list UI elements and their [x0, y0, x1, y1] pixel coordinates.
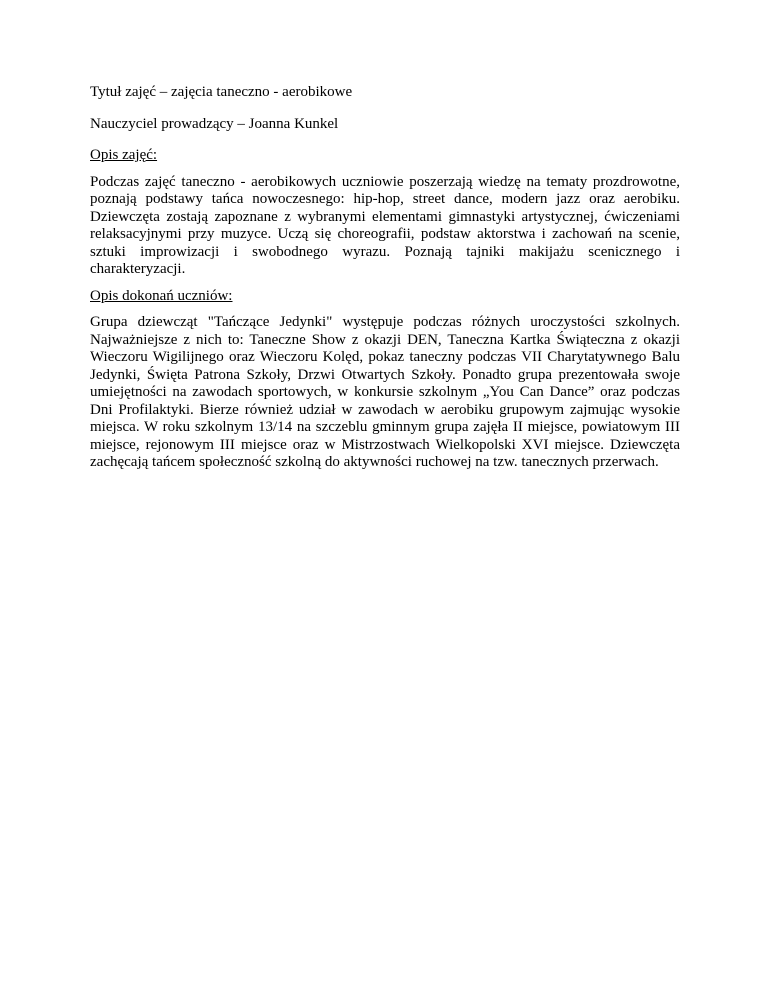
document-body	[90, 84, 680, 481]
course-description-heading: Opis zajęć:	[90, 147, 158, 163]
student-achievements-paragraph: Grupa dziewcząt "Tańczące Jedynki" występuje podczas różnych uroczystości szkolnych. Najważniejsze z nich to: Taneczne Show z okazji DEN, Taneczna Kartka Świąteczna z okazji Wieczoru Wigilijnego oraz Wieczoru Kolęd, pokaz taneczny podczas VII Charytatywnego Balu Jedynki, Święta Patrona Szkoły, Drzwi Otwartych Szkoły. Ponadto grupa prezentowała swoje umiejętności na zawodach sportowych, w konkursie szkolnym „You Can Dance” oraz podczas Dni Profilaktyki. Bierze również udział w zawodach w aerobiku grupowym zajmując wysokie miejsca. W roku szkolnym 13/14 na szczeblu gminnym grupa zajęła II miejsce, powiatowym III miejsce, rejonowym III miejsce oraz w Mistrzostwach Wielkopolski XVI miejsce. Dziewczęta zachęcają tańcem społeczność szkolną do aktywności ruchowej na tzw. tanecznych przerwach.	[90, 314, 680, 470]
teacher-line: Nauczyciel prowadzący – Joanna Kunkel	[90, 115, 339, 132]
course-description-paragraph: Podczas zajęć taneczno - aerobikowych uczniowie poszerzają wiedzę na tematy prozdrowotne, poznają podstawy tańca nowoczesnego: hip-hop, street dance, modern jazz oraz aerobiku. Dziewczęta zostają zapoznane z wybranymi elementami gimnastyki artystycznej, ćwiczeniami relaksacyjnymi przy muzyce. Uczą się choreografii, podstaw aktorstwa i zachowań na scenie, sztuki improwizacji i swobodnego wyrazu. Poznają tajniki makijażu scenicznego i charakteryzacji.	[90, 173, 680, 277]
student-achievements-heading: Opis dokonań uczniów:	[90, 287, 233, 304]
course-title-line: Tytuł zajęć – zajęcia taneczno - aerobikowe	[90, 84, 353, 100]
